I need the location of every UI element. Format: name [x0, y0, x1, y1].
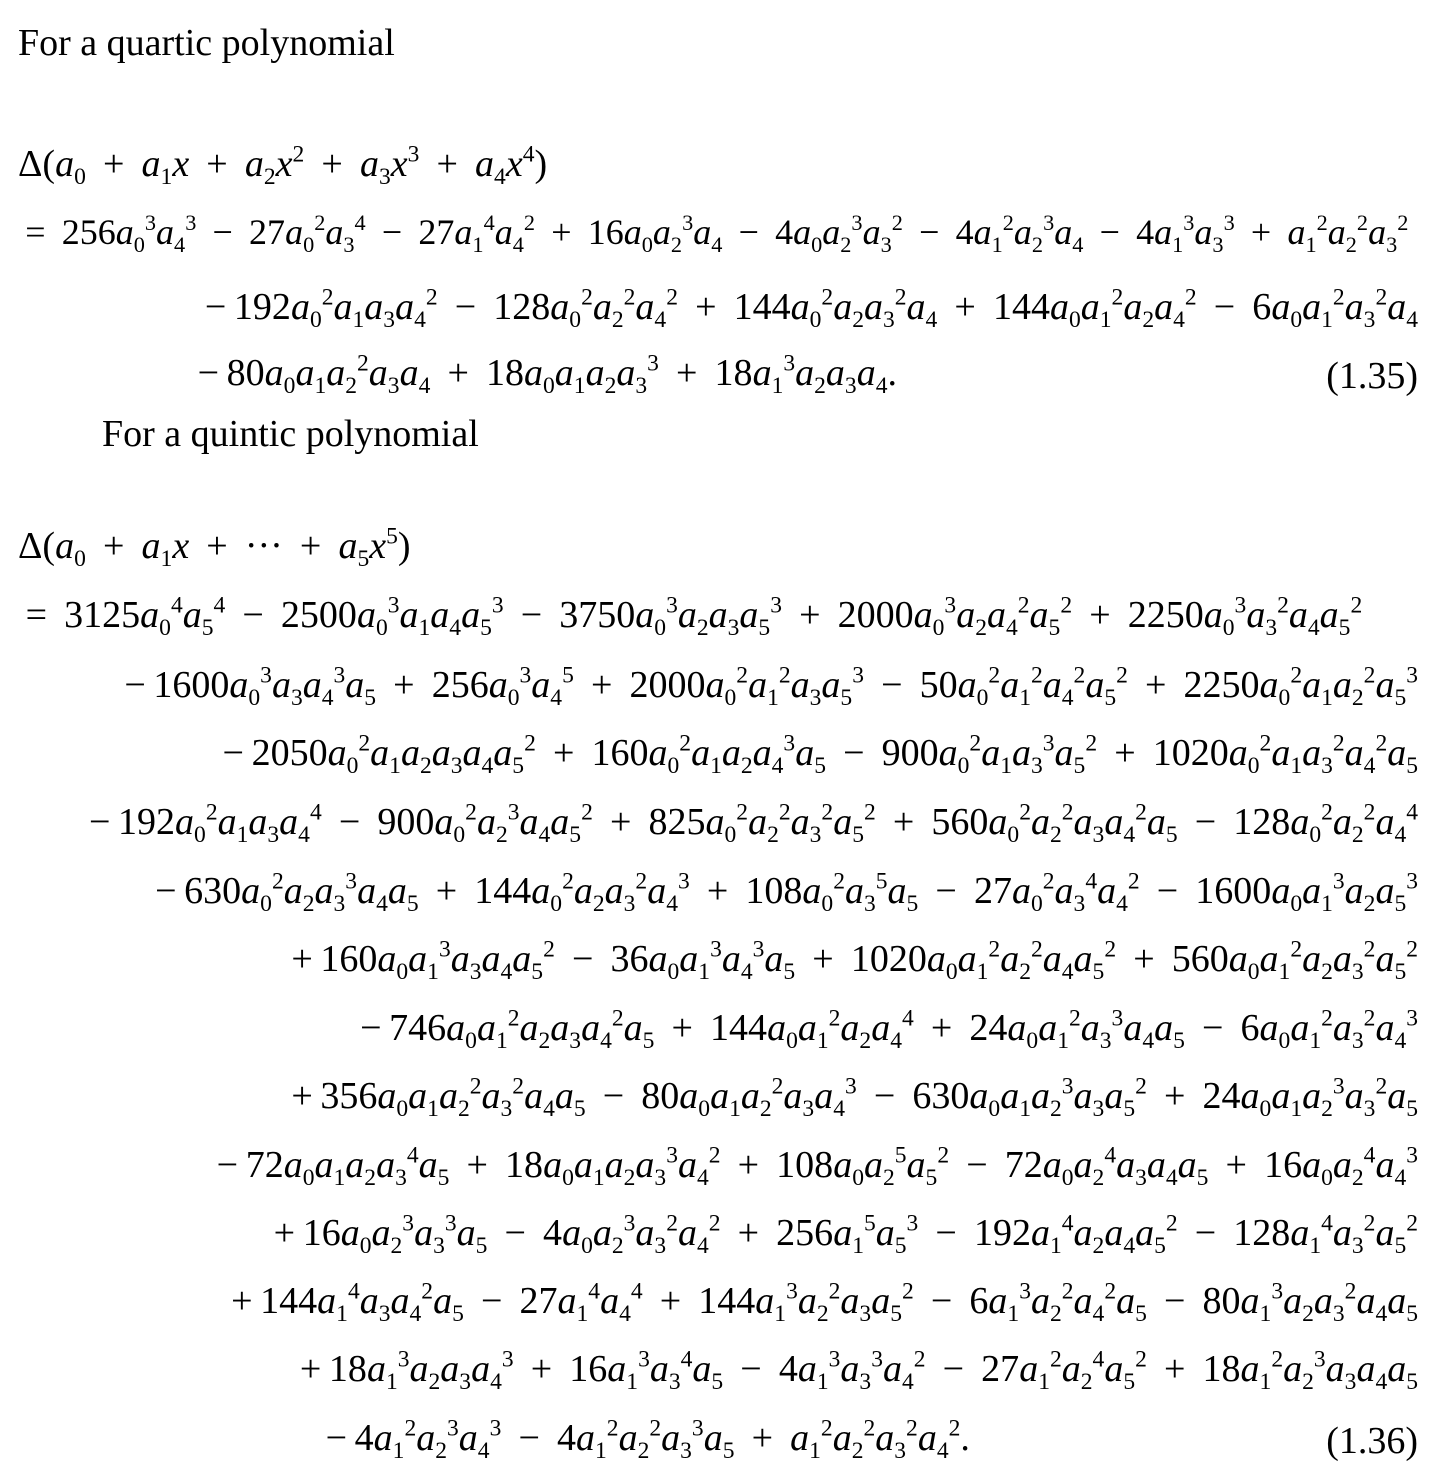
quintic-line-4: − $192a_0^2a_1a_3a_4^4 - 900a_0^2a_2^3a_4a_5^2 + 825a_0^2a_2^2a_3^2a_5^2 + 560a_0^2a_2^2a_3a_4^2a_5 - 128a_0^2a_2^2a_4^4$	[81, 799, 1418, 849]
quintic-line-9: − $72a_0a_1a_2a_3^4a_5 + 18a_0a_1a_2a_3^3a_4^2 + 108a_0a_2^5a_5^2 - 72a_0a_2^4a_3a_4a_5 + 16a_0a_2^4a_4^3$	[209, 1142, 1418, 1192]
quintic-intro: For a quintic polynomial	[102, 413, 479, 455]
quintic-line-6: + $160a_0a_1^3a_3a_4a_5^2 - 36a_0a_1^3a_4^3a_5 + 1020a_0a_1^2a_2^2a_4a_5^2 + 560a_0a_1^2a_2a_3^2a_5^2$	[283, 936, 1418, 986]
quintic-line-12: + $18a_1^3a_2a_3a_4^3 + 16a_1^3a_3^4a_5 - 4a_1^3a_3^3a_4^2 - 27a_1^2a_2^4a_5^2 + 18a_1^2a_2^3a_3a_4a_5$	[292, 1346, 1418, 1396]
quartic-lhs: $\Delta(a_0 + a_1x + a_2x^2 + a_3x^3 + a_4x^4)$	[18, 141, 548, 191]
quartic-line-2: − $192a_0^2a_1a_3a_4^2 - 128a_0^2a_2^2a_4^2 + 144a_0^2a_2a_3^2a_4 + 144a_0a_1^2a_2a_4^2 - 6a_0a_1^2a_3^2a_4$	[197, 284, 1418, 334]
quintic-line-1: = $3125a_0^4a_5^4 - 2500a_0^3a_1a_4a_5^3 - 3750a_0^3a_2a_3a_5^3 + 2000a_0^3a_2a_4^2a_5^2 + 2250a_0^3a_3^2a_4a_5^2$	[18, 592, 1363, 642]
quintic-line-2: − $1600a_0^3a_3a_4^3a_5 + 256a_0^3a_4^5 + 2000a_0^2a_1^2a_3a_5^3 - 50a_0^2a_1^2a_4^2a_5^2 + 2250a_0^2a_1a_2^2a_5^3$	[116, 662, 1418, 712]
quartic-line-1: = $256a_0^3a_4^3 - 27a_0^2a_3^4 - 27a_1^4a_4^2 + 16a_0a_2^3a_4 - 4a_0a_2^3a_3^2 - 4a_1^2a_2^3a_4 - 4a_1^3a_3^3 + a_1^2a_2^2a_3^2$	[18, 210, 1409, 257]
quintic-line-10: + $16a_0a_2^3a_3^3a_5 - 4a_0a_2^3a_3^2a_4^2 + 256a_1^5a_5^3 - 192a_1^4a_2a_4a_5^2 - 128a_1^4a_3^2a_5^2$	[266, 1210, 1418, 1260]
equation-number-1-36: (1.36)	[1326, 1420, 1418, 1462]
quintic-line-7: − $746a_0a_1^2a_2a_3a_4^2a_5 + 144a_0a_1^2a_2a_4^4 + 24a_0a_1^2a_3^3a_4a_5 - 6a_0a_1^2a_3^2a_4^3$	[352, 1005, 1418, 1055]
quintic-lhs: $\Delta(a_0 + a_1x$ + ··· + $a_5x^5$)	[18, 523, 411, 573]
quintic-line-13: − $4a_1^2a_2^3a_4^3 - 4a_1^2a_2^2a_3^3a_5 + a_1^2a_2^2a_3^2a_4^2$.	[318, 1415, 970, 1465]
quartic-line-3: − $80a_0a_1a_2^2a_3a_4 + 18a_0a_1a_2a_3^3 + 18a_1^3a_2a_3a_4$.	[190, 350, 897, 400]
equation-number-1-35: (1.35)	[1326, 355, 1418, 397]
quintic-line-5: − $630a_0^2a_2a_3^3a_4a_5 + 144a_0^2a_2a_3^2a_4^3 + 108a_0^2a_3^5a_5 - 27a_0^2a_3^4a_4^2 - 1600a_0a_1^3a_2a_5^3$	[147, 868, 1418, 918]
quartic-intro: For a quartic polynomial	[18, 22, 395, 64]
quintic-line-11: + $144a_1^4a_3a_4^2a_5 - 27a_1^4a_4^4 + 144a_1^3a_2^2a_3a_5^2 - 6a_1^3a_2^2a_4^2a_5 - 80a_1^3a_2a_3^2a_4a_5$	[223, 1278, 1418, 1328]
quintic-line-3: − $2050a_0^2a_1a_2a_3a_4a_5^2 + 160a_0^2a_1a_2a_4^3a_5 - 900a_0^2a_1a_3^3a_5^2 + 1020a_0^2a_1a_3^2a_4^2a_5$	[214, 730, 1418, 780]
quintic-line-8: + $356a_0a_1a_2^2a_3^2a_4a_5 - 80a_0a_1a_2^2a_3a_4^3 - 630a_0a_1a_2^3a_3a_5^2 + 24a_0a_1a_2^3a_3^2a_5$	[283, 1073, 1418, 1123]
